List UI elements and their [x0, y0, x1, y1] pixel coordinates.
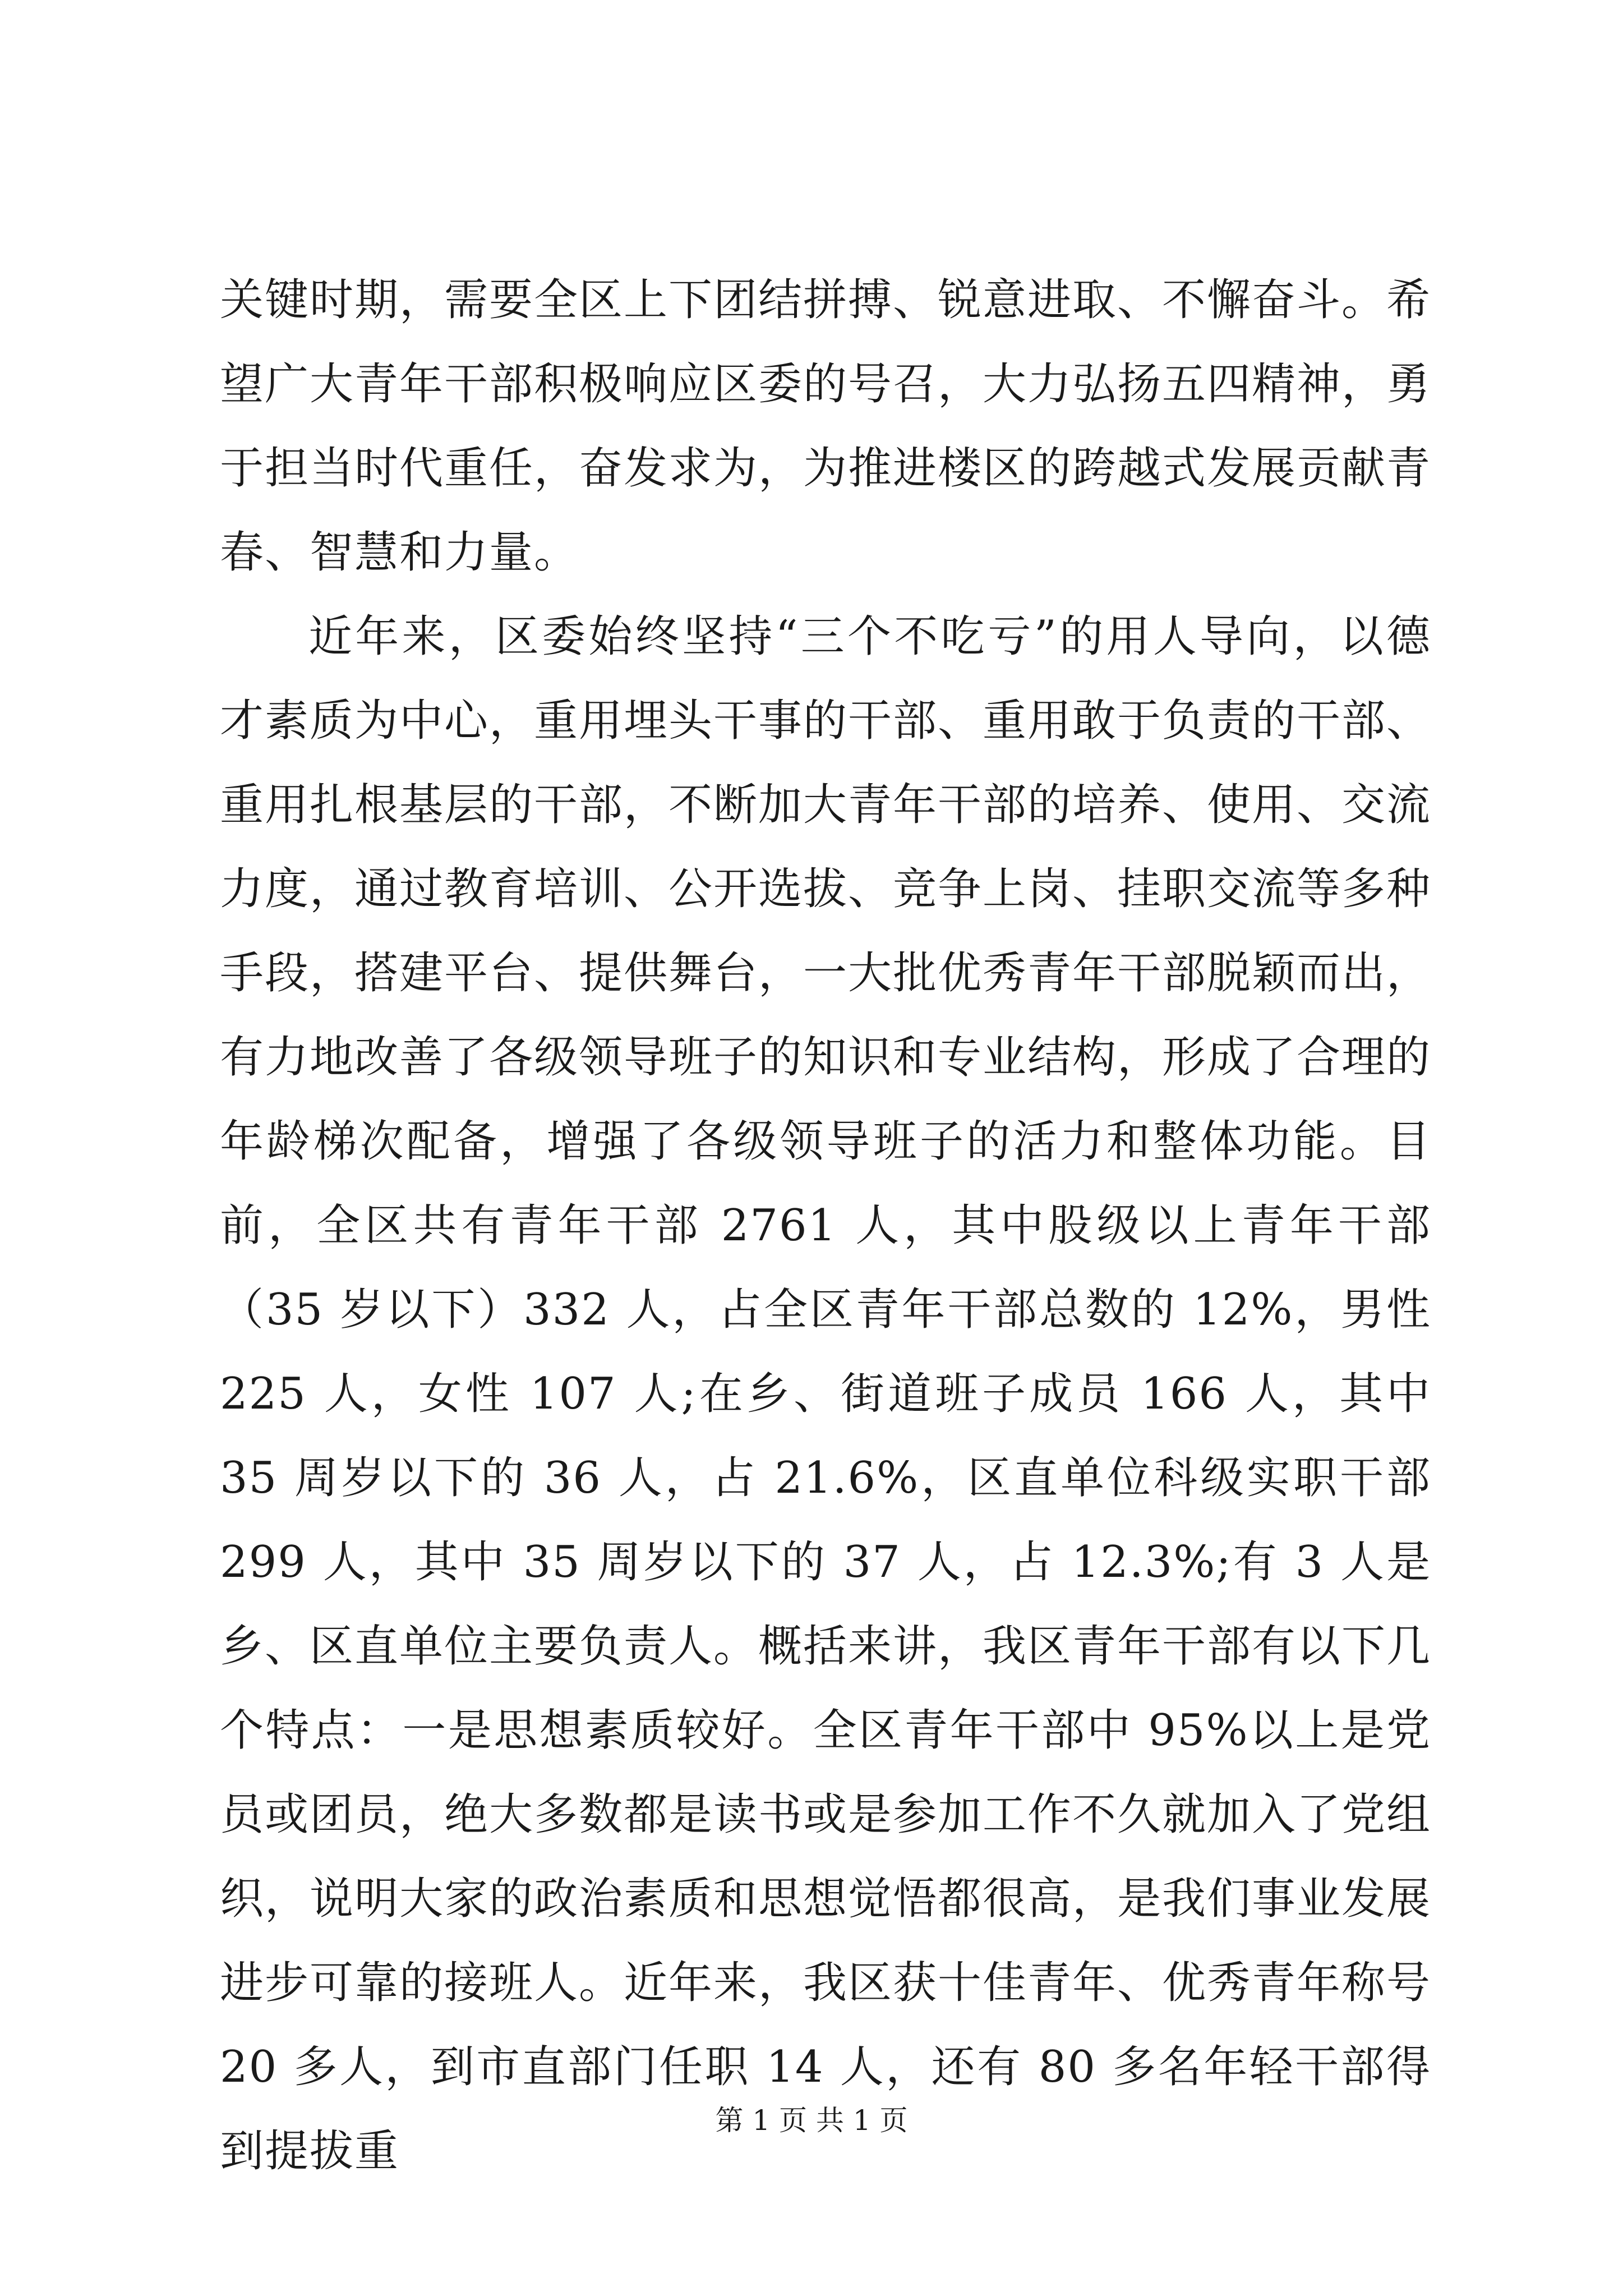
page-number-footer: 第 1 页 共 1 页 — [715, 2104, 908, 2137]
paragraph-2: 近年来，区委始终坚持“三个不吃亏”的用人导向，以德才素质为中心，重用埋头干事的干部、重用敢于负责的干部、重用扎根基层的干部，不断加大青年干部的培养、使用、交流力度，通过教育培训、公开选拔、竞争上岗、挂职交流等多种手段，搭建平台、提供舞台，一大批优秀青年干部脱颖而出，有力地改善了各级领导班子的知识和专业结构，形成了合理的年龄梯次配备，增强了各级领导班子的活力和整体功能。目前，全区共有青年干部 2761 人，其中股级以上青年干部（35 岁以下）332 人，占全区青年干部总数的 12%，男性 225 人，女性 107 人;在乡、街道班子成员 166 人，其中 35 周岁以下的 36 人，占 21.6%，区直单位科级实职干部 299 人，其中 35 周岁以下的 37 人，占 12.3%;有 3 人是乡、区直单位主要负责人。概括来讲，我区青年干部有以下几个特点：一是思想素质较好。全区青年干部中 95%以上是党员或团员，绝大多数都是读书或是参加工作不久就加入了党组织，说明大家的政治素质和思想觉悟都很高，是我们事业发展进步可靠的接班人。近年来，我区获十佳青年、优秀青年称号 20 多人，到市直部门任职 14 人，还有 80 多名年轻干部得到提拔重 — [220, 611, 1432, 2177]
paragraph-1: 关键时期，需要全区上下团结拼搏、锐意进取、不懈奋斗。希望广大青年干部积极响应区委的号召，大力弘扬五四精神，勇于担当时代重任，奋发求为，为推进楼区的跨越式发展贡献青春、智慧和力量。 — [220, 275, 1432, 578]
document-body — [220, 258, 1431, 2193]
